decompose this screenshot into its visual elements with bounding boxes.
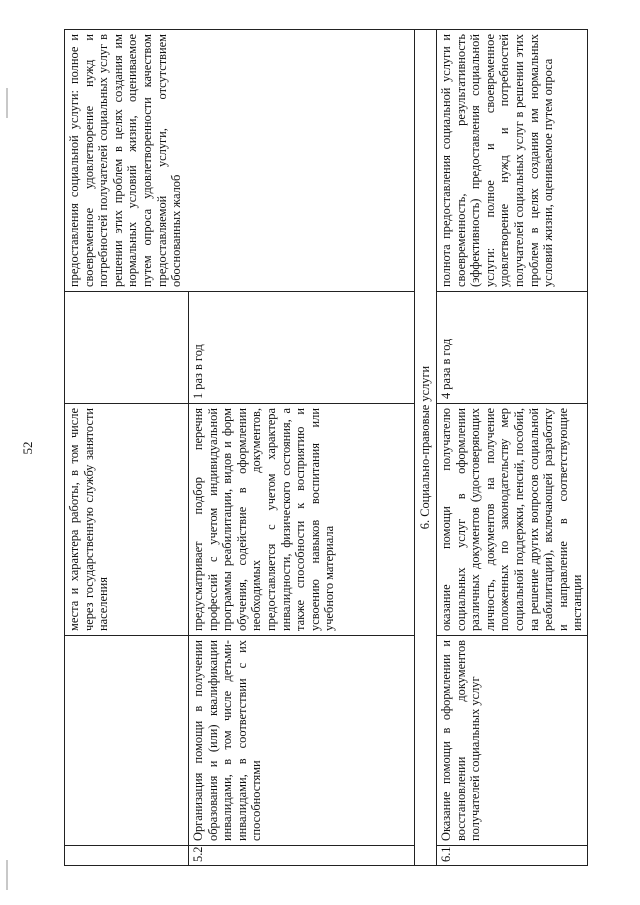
scan-edge-mark	[6, 860, 8, 890]
table-row	[65, 30, 189, 866]
service-name	[65, 636, 189, 846]
scan-edge-mark	[6, 88, 8, 118]
service-frequency: 4 раза в год	[437, 292, 588, 404]
service-name: Организация помощи в получении образования и (или) квалификации инвалидами, в том числе детьми-инвалидами, в соответствии с их способностями	[189, 636, 415, 846]
quality-criteria: полнота предоставления социальной услуги и своевременность, результативность (эффективность) предоставления социальной услуги: полное и своевременное удовлетворение нужд и потребностей получателей социальных услуг в решении этих проблем в целях создания им нормальных условий жизни, оцениваемое путем опроса	[437, 30, 588, 292]
service-frequency	[65, 292, 189, 404]
table-row	[437, 30, 588, 866]
page-number: 52	[20, 441, 35, 455]
services-table	[64, 29, 588, 866]
section-title: 6. Социально-правовые услуги	[415, 30, 437, 866]
service-frequency: 1 раз в год	[189, 292, 415, 404]
row-number: 5.2	[189, 846, 415, 866]
row-number	[65, 846, 189, 866]
rotated-table-wrapper	[64, 30, 585, 866]
service-description: предусматривает подбор перечня профессий с учетом индивидуальной программы реабилитации, видов и форм обучения, содействие в оформлении необходимых документов, предоставляется с учетом характера инвалидности, физического состояния, а также способности к восприятию и усвоению навыков воспитания или учебного материала	[189, 404, 415, 636]
service-description: оказание помощи получателю социальных услуг в оформлении различных документов (удостоверяющих личность, документов на получение положенных по законодательству мер социальной поддержки, пенсий, пособий, на решение других вопросов социальной реабилитации), включающей разработку и направление в соответствующие инстанции	[437, 404, 588, 636]
service-description: места и характера работы, в том числе через государственную службу занятости населения	[65, 404, 189, 636]
service-name: Оказание помощи в оформлении и восстановлении документов получателей социальных услуг	[437, 636, 588, 846]
section-header-row	[415, 30, 437, 866]
row-number: 6.1	[437, 846, 588, 866]
quality-criteria: предоставления социальной услуги: полное и своевременное удовлетворение нужд и потребностей получателей социальных услуг в решении этих проблем в целях создания им нормальных условий жизни, оцениваемое путем опроса удовлетворенности качеством предоставляемой услуги, отсутствием обоснованных жалоб	[65, 30, 415, 292]
